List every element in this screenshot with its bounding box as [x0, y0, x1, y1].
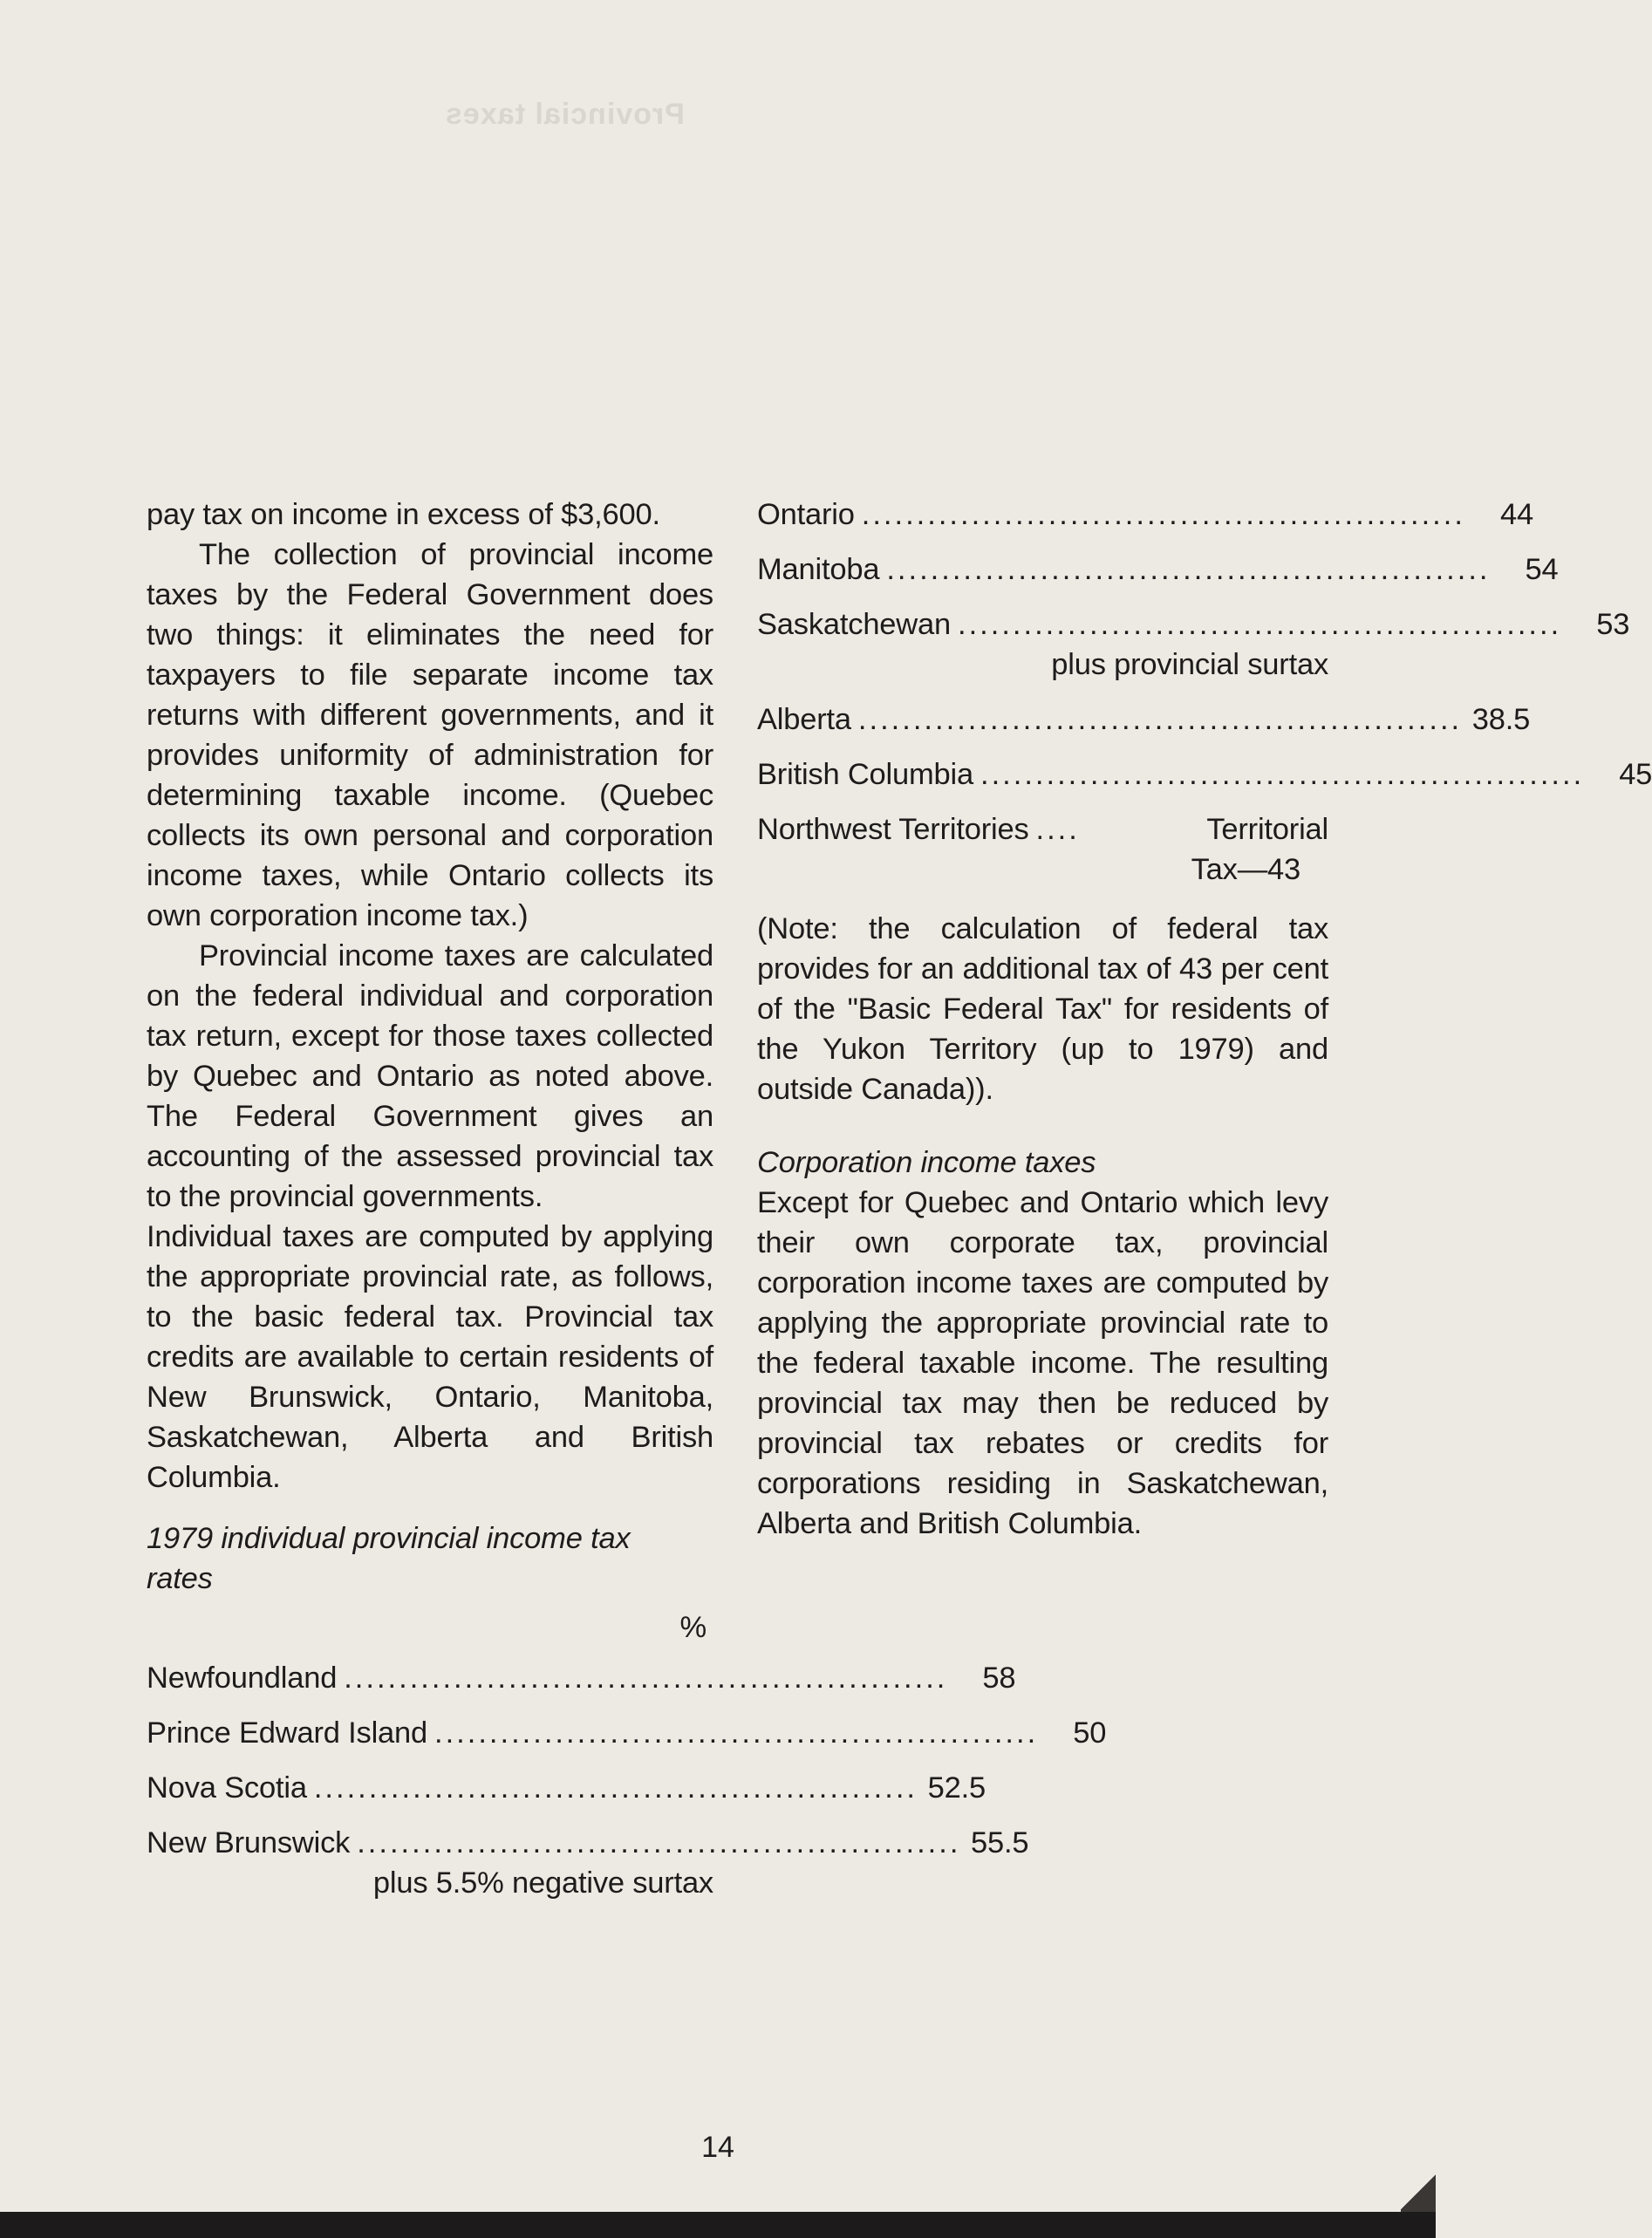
rate-row-manitoba: [757, 549, 1559, 590]
leader-dots: .......................................................: [980, 758, 1585, 791]
rate-row-northwest-territories: [757, 809, 1328, 849]
province-name: Prince Edward Island: [147, 1716, 427, 1750]
rate-value: 44: [1499, 498, 1533, 531]
province-name: Nova Scotia: [147, 1771, 307, 1805]
yukon-note: (Note: the calculation of federal tax provides for an additional tax of 43 per cent of the "Basic Federal Tax" for residents of the Yukon Territory (up to 1979) and outside Canada)).: [757, 912, 1328, 1106]
rate-value: 45: [1619, 758, 1652, 791]
right-column: [757, 495, 1652, 1544]
percent-header: %: [679, 1611, 707, 1644]
rate-value-continued: Tax—43: [1191, 853, 1300, 886]
rate-value: 52.5: [927, 1771, 986, 1805]
province-name: Saskatchewan: [757, 608, 951, 641]
leader-dots: .......................................................: [886, 553, 1491, 586]
rate-value: 54: [1525, 553, 1559, 586]
province-name: Manitoba: [757, 553, 880, 586]
province-name: Newfoundland: [147, 1661, 338, 1695]
leader-dots: .......................................................: [344, 1661, 948, 1695]
province-name: Ontario: [757, 498, 855, 531]
rate-row-saskatchewan: [757, 604, 1630, 645]
rate-value: 38.5: [1471, 703, 1531, 736]
rate-note: plus provincial surtax: [1051, 648, 1328, 681]
leader-dots: .......................................................: [857, 703, 1463, 736]
leader-dots: .......................................................: [861, 498, 1465, 531]
province-name: Alberta: [757, 703, 851, 736]
leader-dots: ....: [1035, 813, 1080, 846]
rate-row-nova-scotia: [147, 1768, 986, 1808]
rate-row-ontario: [757, 495, 1533, 535]
paragraph: Provincial income taxes are calculated on the federal individual and corporation tax return, except for those taxes collected by Quebec and Ontario as noted above. The Federal Government gives an accounting of the assessed provincial tax to the provincial governments.: [147, 939, 713, 1213]
rate-row-alberta: [757, 699, 1531, 740]
rate-value: 55.5: [971, 1826, 1029, 1859]
rate-row-pei: [147, 1713, 1107, 1753]
rate-row-british-columbia: [757, 754, 1652, 795]
leader-dots: .......................................................: [434, 1716, 1039, 1750]
rate-value: 50: [1073, 1716, 1107, 1750]
leader-dots: .......................................................: [357, 1826, 961, 1859]
leader-dots: .......................................................: [958, 608, 1562, 641]
page-number: 14: [701, 2131, 734, 2164]
province-name: New Brunswick: [147, 1826, 351, 1859]
paragraph: Individual taxes are computed by applying the appropriate provincial rate, as follows, to the basic federal tax. Provincial tax credits are available to certain residents of New Brunswick, Ontario, Manitoba, Saskatchewan, Alberta and British Columbia.: [147, 1220, 713, 1494]
leader-dots: .......................................................: [313, 1771, 918, 1805]
province-name: Northwest Territories: [757, 813, 1029, 846]
rates-table-heading: 1979 individual provincial income tax rates: [147, 1522, 631, 1595]
rate-row-new-brunswick: [147, 1823, 1029, 1863]
rate-note: plus 5.5% negative surtax: [372, 1866, 713, 1900]
rate-value: 58: [982, 1661, 1016, 1695]
corporation-text: Except for Quebec and Ontario which levy their own corporate tax, provincial corporation income taxes are computed by applying the appropriate provincial rate to the federal taxable income. The resulting provincial tax may then be reduced by provincial tax rebates or credits for corporations residing in Saskatchewan, Alberta and British Columbia.: [757, 1186, 1328, 1540]
rate-row-newfoundland: [147, 1658, 1016, 1698]
rate-value: 53: [1596, 608, 1630, 641]
paragraph: The collection of provincial income taxes by the Federal Government does two things: it eliminates the need for taxpayers to file separate income tax returns with different governments, and it provides uniformity of administration for determining taxable income. (Quebec collects its own personal and corporation income taxes, while Ontario collects its own corporation income tax.): [147, 538, 713, 932]
paragraph: pay tax on income in excess of $3,600.: [147, 498, 660, 531]
corporation-heading: Corporation income taxes: [757, 1146, 1096, 1179]
ghost-heading: Provincial taxes: [445, 98, 685, 131]
scan-border: [0, 2212, 1436, 2238]
rate-value: Territorial: [1206, 813, 1328, 846]
page-corner: [1401, 2172, 1436, 2212]
province-name: British Columbia: [757, 758, 973, 791]
